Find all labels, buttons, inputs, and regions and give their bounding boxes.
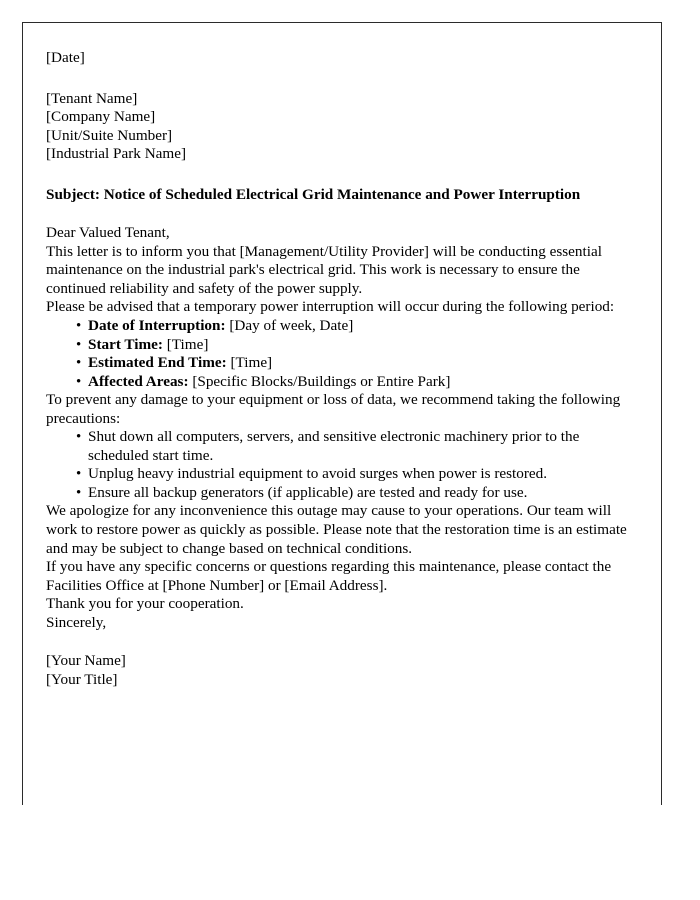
apology-paragraph: We apologize for any inconvenience this outage may cause to your operations. Our team will work to restore power as quickly as possible. Please note that the restoration time is an estimate and may be subject to change based on technical conditions. bbox=[46, 502, 627, 557]
recipient-line-tenant-name: [Tenant Name] bbox=[46, 89, 138, 107]
advisory-paragraph: Please be advised that a temporary power interruption will occur during the following period: bbox=[46, 298, 615, 316]
detail-value-date-of-interruption: [Day of week, Date] bbox=[229, 317, 354, 335]
detail-label-estimated-end-time: Estimated End Time: bbox=[88, 354, 227, 372]
date-placeholder: [Date] bbox=[46, 49, 85, 66]
detail-value-estimated-end-time: [Time] bbox=[230, 354, 273, 372]
greeting-line: Dear Valued Tenant, bbox=[46, 224, 170, 242]
intro-paragraph: This letter is to inform you that [Management/Utility Provider] will be conducting essential maintenance on the industrial park's electrical grid. This work is necessary to ensure the continued reliability and safety of the power supply. bbox=[46, 242, 602, 297]
date-block bbox=[46, 49, 636, 68]
closing-line: Sincerely, bbox=[46, 613, 107, 631]
recipient-line-company-name: [Company Name] bbox=[46, 108, 156, 126]
thanks-paragraph: Thank you for your cooperation. bbox=[46, 595, 244, 613]
list-item bbox=[46, 354, 636, 373]
letter-page bbox=[22, 22, 662, 805]
recipient-line-industrial-park-name: [Industrial Park Name] bbox=[46, 145, 187, 163]
contact-paragraph: If you have any specific concerns or questions regarding this maintenance, please contact the Facilities Office at [Phone Number] or [Email Address]. bbox=[46, 558, 612, 594]
signature-block bbox=[46, 652, 636, 688]
list-item: • Unplug heavy industrial equipment to avoid surges when power is restored. bbox=[46, 465, 636, 484]
detail-label-date-of-interruption: Date of Interruption: bbox=[88, 317, 226, 335]
list-item bbox=[46, 336, 636, 355]
subject-line: Subject: Notice of Scheduled Electrical Grid Maintenance and Power Interruption bbox=[46, 185, 581, 203]
precautions-intro-paragraph: To prevent any damage to your equipment or loss of data, we recommend taking the following precautions: bbox=[46, 391, 621, 427]
recipient-address-block bbox=[46, 90, 636, 164]
list-item bbox=[46, 317, 636, 336]
precautions-list bbox=[46, 428, 636, 502]
signature-title: [Your Title] bbox=[46, 670, 118, 688]
detail-value-start-time: [Time] bbox=[166, 335, 209, 353]
recipient-line-unit-suite-number: [Unit/Suite Number] bbox=[46, 126, 173, 144]
list-item: • Shut down all computers, servers, and sensitive electronic machinery prior to the scheduled start time. bbox=[46, 428, 636, 465]
list-item bbox=[46, 373, 636, 392]
list-item: • Ensure all backup generators (if applicable) are tested and ready for use. bbox=[46, 484, 636, 503]
detail-value-affected-areas: [Specific Blocks/Buildings or Entire Park] bbox=[192, 372, 451, 390]
interruption-details-list bbox=[46, 317, 636, 391]
detail-label-start-time: Start Time: bbox=[88, 335, 163, 353]
detail-label-affected-areas: Affected Areas: bbox=[88, 372, 189, 390]
signature-name: [Your Name] bbox=[46, 652, 126, 670]
letter-body bbox=[46, 23, 636, 688]
